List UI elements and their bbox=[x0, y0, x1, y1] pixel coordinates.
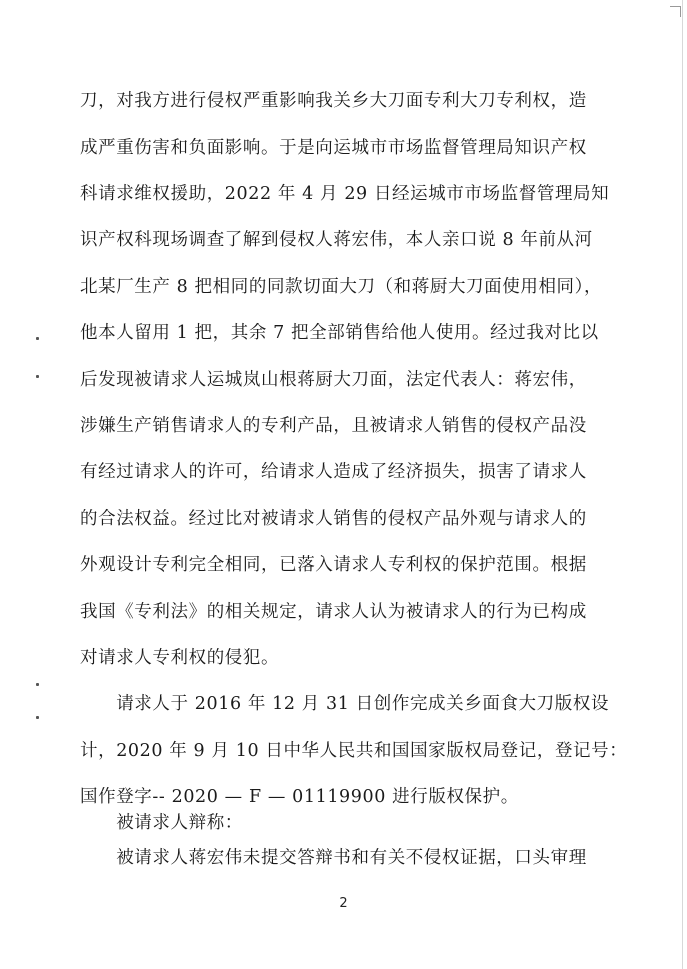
text-line: 被请求人蒋宏伟未提交答辩书和有关不侵权证据，口头审理 bbox=[80, 848, 587, 868]
scan-speck bbox=[36, 337, 39, 340]
text-line: 北某厂生产 8 把相同的同款切面大刀（和蒋厨大刀面使用相同）， bbox=[80, 277, 603, 297]
page-number: 2 bbox=[339, 896, 348, 911]
text-line: 后发现被请求人运城岚山根蒋厨大刀面，法定代表人：蒋宏伟， bbox=[80, 370, 587, 390]
scan-speck bbox=[36, 375, 39, 378]
scan-speck bbox=[36, 716, 39, 719]
text-line: 的合法权益。经过比对被请求人销售的侵权产品外观与请求人的 bbox=[80, 509, 587, 529]
text-line: 外观设计专利完全相同，已落入请求人专利权的保护范围。根据 bbox=[80, 555, 587, 575]
text-line: 他本人留用 1 把，其余 7 把全部销售给他人使用。经过我对比以 bbox=[80, 323, 599, 343]
text-line: 成严重伤害和负面影响。于是向运城市市场监督管理局知识产权 bbox=[80, 138, 587, 158]
scan-edge-line bbox=[682, 0, 683, 969]
text-line: 国作登字-- 2020 — F — 01119900 进行版权保护。 bbox=[80, 787, 519, 807]
page-corner-mark bbox=[670, 6, 681, 17]
text-line: 刀，对我方进行侵权严重影响我关乡大刀面专利大刀专利权，造 bbox=[80, 91, 587, 111]
text-line: 被请求人辩称： bbox=[80, 813, 243, 833]
text-line: 科请求维权援助，2022 年 4 月 29 日经运城市市场监督管理局知 bbox=[80, 184, 610, 204]
text-line: 对请求人专利权的侵犯。 bbox=[80, 648, 280, 668]
text-line: 有经过请求人的许可，给请求人造成了经济损失，损害了请求人 bbox=[80, 462, 587, 482]
text-line: 计，2020 年 9 月 10 日中华人民共和国国家版权局登记，登记号： bbox=[80, 741, 628, 761]
text-line: 请求人于 2016 年 12 月 31 日创作完成关乡面食大刀版权设 bbox=[80, 694, 610, 714]
text-line: 我国《专利法》的相关规定，请求人认为被请求人的行为已构成 bbox=[80, 602, 587, 622]
text-line: 识产权科现场调查了解到侵权人蒋宏伟，本人亲口说 8 年前从河 bbox=[80, 230, 593, 250]
text-line: 涉嫌生产销售请求人的专利产品，且被请求人销售的侵权产品没 bbox=[80, 416, 587, 436]
scan-speck bbox=[36, 683, 39, 686]
